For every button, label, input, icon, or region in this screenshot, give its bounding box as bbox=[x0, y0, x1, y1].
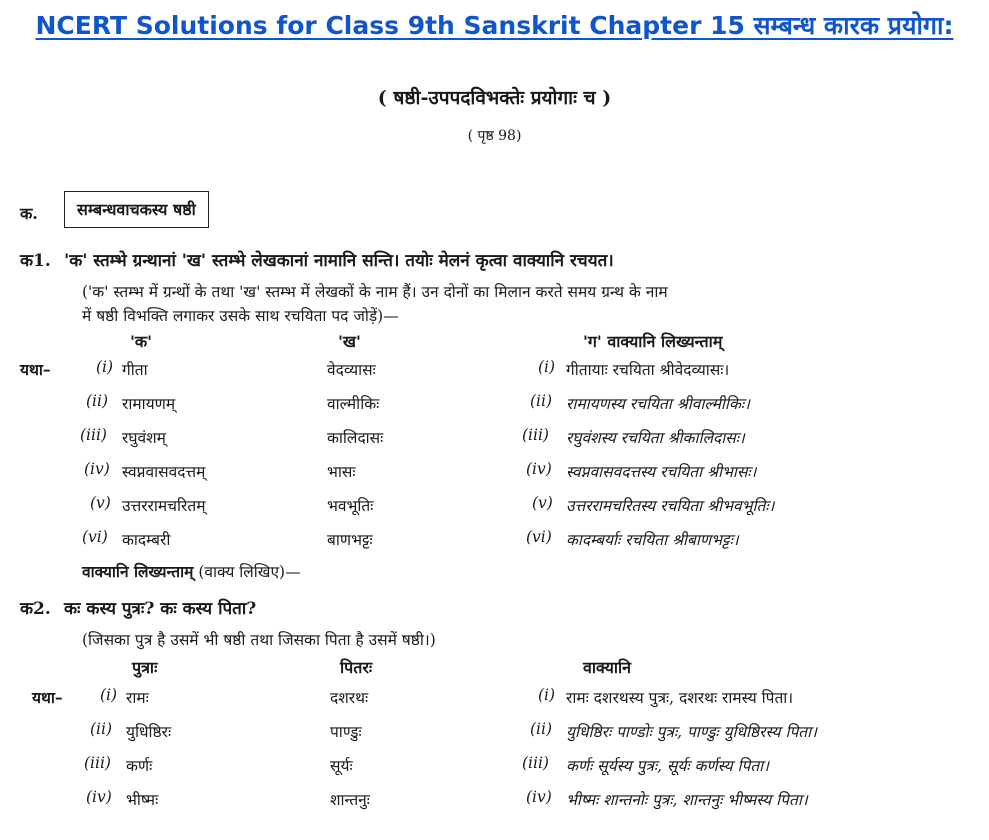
section-boxed-title: सम्बन्धवाचकस्य षष्ठी bbox=[64, 191, 209, 228]
q1-header-kha: 'ख' bbox=[338, 332, 361, 351]
q2-row-father: शान्तनुः bbox=[330, 791, 370, 809]
question-1-number: क1. bbox=[20, 251, 51, 271]
question-2-hint: (जिसका पुत्र है उसमें भी षष्ठी तथा जिसका पिता है उसमें षष्ठी।) bbox=[82, 631, 436, 649]
question-2-text: कः कस्य पुत्रः? कः कस्य पिता? bbox=[64, 599, 257, 619]
q1-row-num: (iii) bbox=[80, 426, 107, 444]
q2-header-sons: पुत्राः bbox=[132, 658, 158, 677]
q1-row-book: उत्तररामचरितम् bbox=[122, 497, 206, 515]
q1-row-num: (vi) bbox=[82, 528, 108, 546]
q1-row-book: कादम्बरी bbox=[122, 531, 171, 549]
q1-row-num: (v) bbox=[90, 494, 111, 512]
q1-row-book: गीता bbox=[122, 361, 148, 379]
q2-header-fathers: पितरः bbox=[340, 658, 373, 677]
q1-row-sentence: कादम्बर्याः रचयिता श्रीबाणभट्टः। bbox=[566, 531, 739, 549]
q2-row-father: पाण्डुः bbox=[330, 723, 362, 741]
q2-row-sentence: भीष्मः शान्तनोः पुत्रः, शान्तनुः भीष्मस्य पिता। bbox=[566, 791, 808, 809]
q2-row-sentence-num: (ii) bbox=[530, 720, 553, 738]
q1-row-sentence: स्वप्नवासवदत्तस्य रचयिता श्रीभासः। bbox=[566, 463, 757, 481]
q2-row-son: युधिष्ठिरः bbox=[126, 723, 172, 741]
q1-row-sentence: गीतायाः रचयिता श्रीवेदव्यासः। bbox=[566, 361, 730, 379]
q2-row-son: कर्णः bbox=[126, 757, 153, 775]
q2-row-num: (i) bbox=[100, 686, 118, 704]
question-1-hint-line-2: में षष्ठी विभक्ति लगाकर उसके साथ रचयिता पद जोड़ें)— bbox=[82, 307, 399, 325]
q1-row-author: बाणभट्टः bbox=[327, 531, 373, 549]
q2-row-sentence: कर्णः सूर्यस्य पुत्रः, सूर्यः कर्णस्य पिता। bbox=[566, 757, 770, 775]
chapter-subtitle: ( षष्ठी-उपपदविभक्तेः प्रयोगाः च ) bbox=[377, 87, 612, 109]
question-1-text: 'क' स्तम्भे ग्रन्थानां 'ख' स्तम्भे लेखकानां नामानि सन्ति। तयोः मेलनं कृत्वा वाक्यानि रचयत। bbox=[64, 251, 614, 271]
q1-row-sentence-num: (iii) bbox=[522, 426, 549, 444]
q2-row-sentence-num: (iv) bbox=[526, 788, 552, 806]
q2-row-sentence: युधिष्ठिरः पाण्डोः पुत्रः, पाण्डुः युधिष्ठिरस्य पिता। bbox=[566, 723, 818, 741]
q2-row-son: रामः bbox=[126, 689, 149, 707]
q1-footer-rest: (वाक्य लिखिए)— bbox=[193, 563, 301, 581]
q2-row-sentence: रामः दशरथस्य पुत्रः, दशरथः रामस्य पिता। bbox=[566, 689, 794, 707]
q1-row-num: (i) bbox=[96, 358, 114, 376]
q1-row-sentence: रघुवंशस्य रचयिता श्रीकालिदासः। bbox=[566, 429, 745, 447]
q1-row-sentence-num: (ii) bbox=[530, 392, 553, 410]
q2-row-father: दशरथः bbox=[330, 689, 369, 707]
q1-row-num: (iv) bbox=[84, 460, 110, 478]
q1-row-sentence-num: (vi) bbox=[526, 528, 552, 546]
q1-row-author: भासः bbox=[327, 463, 356, 481]
q1-yatha-label: यथा– bbox=[20, 360, 51, 379]
q1-row-author: भवभूतिः bbox=[327, 497, 374, 515]
q1-row-sentence-num: (iv) bbox=[526, 460, 552, 478]
q1-row-sentence-num: (i) bbox=[538, 358, 556, 376]
q2-row-num: (ii) bbox=[90, 720, 113, 738]
q1-row-sentence-num: (v) bbox=[532, 494, 553, 512]
q1-footer bbox=[82, 560, 301, 582]
q1-header-ka: 'क' bbox=[130, 332, 153, 351]
page-title[interactable]: NCERT Solutions for Class 9th Sanskrit Chapter 15 सम्बन्ध कारक प्रयोगा: bbox=[35, 11, 954, 40]
q1-header-ga: 'ग' वाक्यानि लिख्यन्ताम् bbox=[583, 332, 723, 351]
question-1-hint-line-1: ('क' स्तम्भ में ग्रन्थों के तथा 'ख' स्तम्भ में लेखकों के नाम हैं। उन दोनों का मिलान करते समय ग्रन्थ के नाम bbox=[82, 283, 668, 301]
q1-row-sentence: उत्तररामचरितस्य रचयिता श्रीभवभूतिः। bbox=[566, 497, 775, 515]
q1-row-book: रामायणम् bbox=[122, 395, 176, 413]
page-reference: ( पृष्ठ 98) bbox=[467, 128, 522, 144]
q2-row-father: सूर्यः bbox=[330, 757, 353, 775]
q2-row-sentence-num: (iii) bbox=[522, 754, 549, 772]
q2-row-num: (iii) bbox=[84, 754, 111, 772]
q1-row-author: वेदव्यासः bbox=[327, 361, 376, 379]
q2-yatha-label: यथा– bbox=[32, 688, 63, 707]
q1-footer-bold: वाक्यानि लिख्यन्ताम् bbox=[82, 562, 194, 581]
q2-row-son: भीष्मः bbox=[126, 791, 159, 809]
q1-row-sentence: रामायणस्य रचयिता श्रीवाल्मीकिः। bbox=[566, 395, 750, 413]
q1-row-num: (ii) bbox=[86, 392, 109, 410]
question-2-number: क2. bbox=[20, 599, 51, 619]
q1-row-book: स्वप्नवासवदत्तम् bbox=[122, 463, 206, 481]
q1-row-author: वाल्मीकिः bbox=[327, 395, 380, 413]
q1-row-author: कालिदासः bbox=[327, 429, 384, 447]
q2-row-sentence-num: (i) bbox=[538, 686, 556, 704]
q2-header-sentences: वाक्यानि bbox=[583, 658, 632, 677]
q1-row-book: रघुवंशम् bbox=[122, 429, 166, 447]
q2-row-num: (iv) bbox=[86, 788, 112, 806]
section-label: क. bbox=[20, 204, 38, 223]
